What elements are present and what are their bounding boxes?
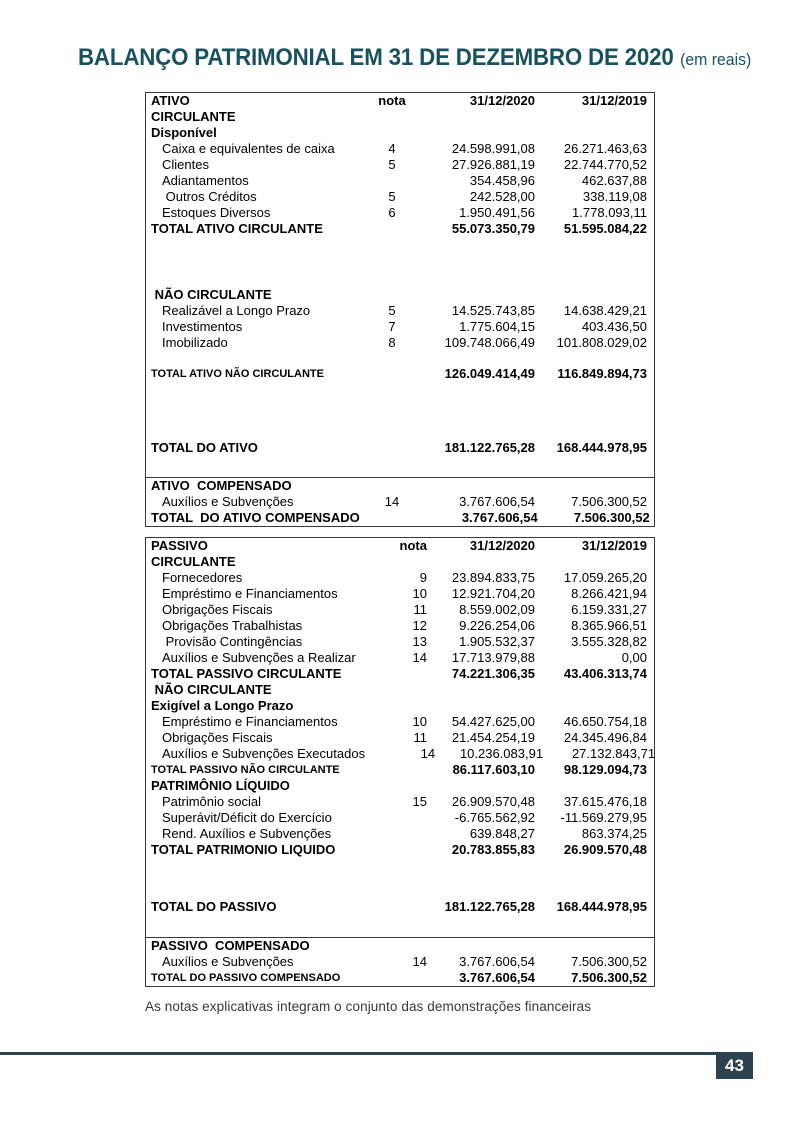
- row-value-2020: 181.122.765,28: [444, 440, 535, 455]
- row-label: Clientes: [162, 157, 209, 172]
- row-label: Realizável a Longo Prazo: [162, 303, 311, 318]
- row-label: Provisão Contingências: [162, 634, 303, 649]
- row-value-2019: -11.569.279,95: [560, 810, 647, 825]
- row-value-2019: 46.650.754,18: [563, 714, 647, 729]
- row-value-2020: 639.848,27: [469, 826, 535, 841]
- table-row: [146, 319, 654, 335]
- table-row: [146, 714, 654, 730]
- row-label: TOTAL DO ATIVO COMPENSADO: [151, 510, 360, 525]
- ativo-rows: [146, 109, 654, 526]
- page-title-text: BALANÇO PATRIMONIAL EM 31 DE DEZEMBRO DE 2020: [78, 44, 674, 71]
- row-value-2019: 168.444.978,95: [556, 440, 647, 455]
- row-nota: 11: [413, 730, 427, 745]
- row-label: Auxílios e Subvenções Executados: [162, 746, 366, 761]
- row-value-2020: 23.894.833,75: [451, 570, 535, 585]
- row-label: TOTAL PATRIMONIO LIQUIDO: [151, 842, 336, 857]
- row-label: Empréstimo e Financiamentos: [162, 714, 338, 729]
- row-nota: 10: [412, 714, 427, 729]
- row-value-2020: 24.598.991,08: [451, 141, 535, 156]
- row-nota: 6: [388, 205, 396, 220]
- table-spacer: [146, 351, 654, 366]
- footer-rule: [0, 1052, 716, 1055]
- row-value-2019: 26.909.570,48: [563, 842, 647, 857]
- row-value-2019: 7.506.300,52: [571, 970, 647, 985]
- table-row: [146, 494, 654, 510]
- table-row: [146, 157, 654, 173]
- row-value-2019: 17.059.265,20: [563, 570, 647, 585]
- passivo-table: [145, 537, 655, 987]
- table-row: [146, 125, 654, 141]
- row-value-2020: 26.909.570,48: [451, 794, 535, 809]
- row-value-2019: 6.159.331,27: [571, 602, 647, 617]
- row-nota: 7: [388, 319, 396, 334]
- row-value-2019: 37.615.476,18: [563, 794, 647, 809]
- table-row: [146, 570, 654, 586]
- row-label: TOTAL PASSIVO CIRCULANTE: [151, 666, 342, 681]
- row-label: ATIVO COMPENSADO: [151, 478, 292, 493]
- row-nota: 13: [412, 634, 427, 649]
- row-value-2020: 9.226.254,06: [459, 618, 535, 633]
- row-label: Obrigações Trabalhistas: [162, 618, 303, 633]
- ativo-header-row: [146, 93, 654, 109]
- table-spacer: [146, 456, 654, 477]
- table-row: [146, 730, 654, 746]
- row-value-2019: 1.778.093,11: [572, 205, 647, 220]
- table-row: [146, 778, 654, 794]
- table-row: [146, 618, 654, 634]
- table-row: [146, 586, 654, 602]
- row-label: Obrigações Fiscais: [162, 730, 273, 745]
- row-label: Caixa e equivalentes de caixa: [162, 141, 335, 156]
- table-row: [146, 440, 654, 456]
- passivo-header-row: [146, 538, 654, 554]
- row-nota: 5: [388, 303, 396, 318]
- table-row: [146, 303, 654, 319]
- row-value-2019: 7.506.300,52: [571, 954, 647, 969]
- row-nota: 12: [412, 618, 427, 633]
- row-value-2019: 43.406.313,74: [563, 666, 647, 681]
- row-label: Auxílios e Subvenções: [162, 954, 294, 969]
- row-value-2019: 14.638.429,21: [563, 303, 647, 318]
- row-value-2020: 20.783.855,83: [451, 842, 535, 857]
- row-value-2020: 10.236.083,91: [459, 746, 544, 761]
- row-label: Outros Créditos: [162, 189, 257, 204]
- row-nota: 11: [413, 602, 427, 617]
- row-value-2019: 3.555.328,82: [571, 634, 647, 649]
- row-value-2019: 338.119,08: [582, 189, 647, 204]
- row-label: NÃO CIRCULANTE: [151, 682, 272, 697]
- row-value-2019: 24.345.496,84: [563, 730, 647, 745]
- row-value-2019: 403.436,50: [581, 319, 647, 334]
- table-row: [146, 287, 654, 303]
- column-header-nota: nota: [378, 93, 406, 108]
- row-label: Auxílios e Subvenções: [162, 494, 294, 509]
- row-label: Imobilizado: [162, 335, 228, 350]
- row-nota: 4: [388, 141, 396, 156]
- row-value-2020: 74.221.306,35: [451, 666, 535, 681]
- row-label: NÃO CIRCULANTE: [151, 287, 272, 302]
- row-label: TOTAL ATIVO NÃO CIRCULANTE: [151, 368, 324, 380]
- row-value-2020: 1.905.532,37: [459, 634, 535, 649]
- row-value-2019: 462.637,88: [581, 173, 647, 188]
- row-label: TOTAL DO ATIVO: [151, 440, 258, 455]
- passivo-rows: [146, 554, 654, 986]
- row-value-2020: -6.765.562,92: [454, 810, 535, 825]
- column-header-2020: 31/12/2020: [469, 538, 535, 553]
- table-row: [146, 554, 654, 570]
- row-value-2019: 8.365.966,51: [571, 618, 647, 633]
- row-value-2020: 242.528,00: [469, 189, 535, 204]
- row-nota: 5: [388, 157, 396, 172]
- table-row: [146, 141, 654, 157]
- row-nota: 14: [412, 650, 427, 665]
- row-value-2020: 14.525.743,85: [451, 303, 535, 318]
- row-label: TOTAL DO PASSIVO COMPENSADO: [151, 972, 341, 984]
- table-row: [146, 698, 654, 714]
- table-row: [146, 335, 654, 351]
- table-spacer: [146, 382, 654, 440]
- page-title-suffix: (em reais): [680, 50, 752, 69]
- row-label: Auxílios e Subvenções a Realizar: [162, 650, 356, 665]
- table-row: [146, 794, 654, 810]
- row-value-2019: 98.129.094,73: [563, 762, 647, 777]
- row-label: Disponível: [151, 125, 217, 140]
- row-value-2020: 55.073.350,79: [451, 221, 535, 236]
- row-value-2019: 26.271.463,63: [563, 141, 647, 156]
- table-row: [146, 205, 654, 221]
- row-value-2020: 1.775.604,15: [459, 319, 535, 334]
- row-label: TOTAL ATIVO CIRCULANTE: [151, 221, 323, 236]
- row-nota: 5: [388, 189, 396, 204]
- page-number-badge: 43: [716, 1052, 753, 1079]
- row-nota: 14: [384, 494, 400, 509]
- row-value-2019: 22.744.770,52: [563, 157, 647, 172]
- row-value-2020: 181.122.765,28: [444, 899, 535, 914]
- row-value-2020: 3.767.606,54: [459, 494, 535, 509]
- row-label: PATRIMÔNIO LÍQUIDO: [151, 778, 290, 793]
- row-value-2019: 27.132.843,71: [571, 746, 656, 761]
- row-label: Exigível a Longo Prazo: [151, 698, 294, 713]
- row-label: Investimentos: [162, 319, 243, 334]
- row-value-2019: 101.808.029,02: [556, 335, 647, 350]
- row-value-2020: 21.454.254,19: [451, 730, 535, 745]
- table-row: [146, 189, 654, 205]
- row-value-2020: 86.117.603,10: [452, 762, 535, 777]
- column-header-2019: 31/12/2019: [581, 538, 647, 553]
- row-label: Rend. Auxílios e Subvenções: [162, 826, 332, 841]
- row-value-2019: 168.444.978,95: [556, 899, 647, 914]
- table-row: [146, 970, 654, 986]
- row-label: CIRCULANTE: [151, 554, 236, 569]
- table-row: [146, 810, 654, 826]
- column-header-2020: 31/12/2020: [469, 93, 535, 108]
- table-row: [146, 634, 654, 650]
- table-row: [146, 666, 654, 682]
- explanatory-footnote: As notas explicativas integram o conjunto das demonstrações financeiras: [145, 999, 592, 1014]
- row-value-2019: 0,00: [621, 650, 647, 665]
- row-value-2019: 863.374,25: [581, 826, 647, 841]
- row-nota: 14: [420, 746, 436, 761]
- row-label: PASSIVO COMPENSADO: [151, 938, 310, 953]
- row-value-2020: 12.921.704,20: [451, 586, 535, 601]
- table-row: [146, 109, 654, 125]
- row-nota: 15: [412, 794, 427, 809]
- row-label: TOTAL DO PASSIVO: [151, 899, 277, 914]
- table-row: [146, 650, 654, 666]
- row-value-2020: 354.458,96: [469, 173, 535, 188]
- row-label: Fornecedores: [162, 570, 243, 585]
- row-value-2019: 7.506.300,52: [571, 494, 647, 509]
- row-value-2020: 1.950.491,56: [459, 205, 535, 220]
- table-row: [146, 954, 654, 970]
- row-value-2020: 54.427.625,00: [451, 714, 535, 729]
- row-value-2019: 7.506.300,52: [573, 510, 650, 525]
- table-row: [146, 938, 654, 954]
- row-label: Superávit/Déficit do Exercício: [162, 810, 332, 825]
- table-row: [146, 510, 654, 526]
- table-spacer: [146, 915, 654, 937]
- row-value-2020: 8.559.002,09: [459, 602, 535, 617]
- table-row: [146, 826, 654, 842]
- table-row: [146, 221, 654, 237]
- row-value-2020: 3.767.606,54: [459, 970, 535, 985]
- row-value-2020: 126.049.414,49: [444, 366, 535, 381]
- row-nota: 9: [419, 570, 427, 585]
- row-label: TOTAL PASSIVO NÃO CIRCULANTE: [151, 764, 340, 776]
- row-value-2019: 116.849.894,73: [557, 366, 647, 381]
- table-row: [146, 682, 654, 698]
- table-row: [146, 746, 654, 762]
- row-value-2020: 109.748.066,49: [444, 335, 535, 350]
- row-nota: 10: [412, 586, 427, 601]
- page-title: [78, 44, 751, 72]
- row-label: Estoques Diversos: [162, 205, 271, 220]
- row-label: Adiantamentos: [162, 173, 249, 188]
- column-header-2019: 31/12/2019: [581, 93, 647, 108]
- column-header-passivo: PASSIVO: [151, 538, 208, 553]
- column-header-ativo: ATIVO: [151, 93, 190, 108]
- row-value-2020: 27.926.881,19: [451, 157, 535, 172]
- table-spacer: [146, 858, 654, 899]
- row-value-2020: 3.767.606,54: [459, 954, 535, 969]
- row-value-2020: 17.713.979,88: [451, 650, 535, 665]
- row-value-2019: 8.266.421,94: [571, 586, 647, 601]
- row-label: CIRCULANTE: [151, 109, 236, 124]
- table-row: [146, 478, 654, 494]
- table-row: [146, 899, 654, 915]
- row-label: Empréstimo e Financiamentos: [162, 586, 338, 601]
- table-row: [146, 762, 654, 778]
- row-nota: 14: [412, 954, 427, 969]
- table-row: [146, 366, 654, 382]
- row-label: Patrimônio social: [162, 794, 261, 809]
- table-row: [146, 842, 654, 858]
- row-value-2019: 51.595.084,22: [563, 221, 647, 236]
- row-label: Obrigações Fiscais: [162, 602, 273, 617]
- row-nota: 8: [388, 335, 396, 350]
- table-row: [146, 173, 654, 189]
- ativo-table: [145, 92, 655, 527]
- row-value-2020: 3.767.606,54: [461, 510, 538, 525]
- table-spacer: [146, 237, 654, 287]
- column-header-nota: nota: [399, 538, 427, 553]
- table-row: [146, 602, 654, 618]
